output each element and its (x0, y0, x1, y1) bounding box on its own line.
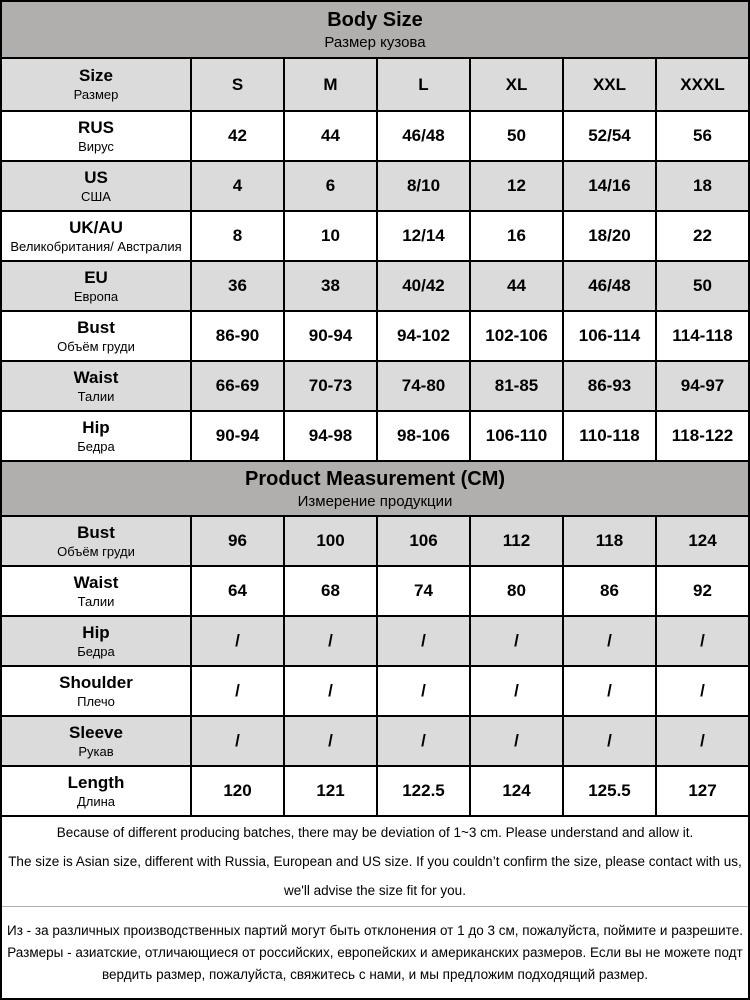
product-measurement-banner (1, 461, 749, 516)
row-sublabel: Талии (77, 388, 115, 404)
row-label: EU (84, 267, 108, 287)
size-header-row (1, 58, 749, 111)
value-cell: 124 (470, 766, 563, 816)
value-cell: / (284, 716, 377, 766)
row-label-cell (1, 211, 191, 261)
row-sublabel: Бедра (77, 643, 115, 659)
value-cell: 42 (191, 111, 284, 161)
row-label: Hip (82, 417, 110, 437)
value-cell: / (563, 716, 656, 766)
table-row-eu (1, 261, 749, 311)
table-row-ukau (1, 211, 749, 261)
value-cell: / (377, 616, 470, 666)
value-cell: 66-69 (191, 361, 284, 411)
value-cell: / (284, 666, 377, 716)
value-cell: 118-122 (656, 411, 749, 461)
row-label: Bust (77, 317, 115, 337)
row-label-cell (1, 566, 191, 616)
notes-section (0, 817, 750, 1000)
table-row-pm-waist (1, 566, 749, 616)
value-cell: 125.5 (563, 766, 656, 816)
value-cell: 14/16 (563, 161, 656, 211)
body-size-banner (1, 1, 749, 58)
value-cell: 74 (377, 566, 470, 616)
row-label-cell (1, 411, 191, 461)
value-cell: / (470, 716, 563, 766)
value-cell: 94-97 (656, 361, 749, 411)
row-label: Waist (73, 572, 119, 592)
value-cell: 40/42 (377, 261, 470, 311)
row-label: US (84, 167, 108, 187)
value-cell: 106-110 (470, 411, 563, 461)
table-row-pm-length (1, 766, 749, 816)
row-label: Sleeve (69, 722, 123, 742)
value-cell: 12 (470, 161, 563, 211)
row-label-cell (1, 111, 191, 161)
row-sublabel: Талии (77, 593, 115, 609)
value-cell: 50 (470, 111, 563, 161)
table-row-pm-bust (1, 516, 749, 566)
value-cell: 90-94 (284, 311, 377, 361)
value-cell: 121 (284, 766, 377, 816)
value-cell: 86-90 (191, 311, 284, 361)
row-label: Length (67, 772, 125, 792)
value-cell: 56 (656, 111, 749, 161)
body-size-subtitle: Размер кузова (324, 33, 426, 51)
value-cell: 38 (284, 261, 377, 311)
column-header-s: S (191, 58, 284, 111)
value-cell: 44 (284, 111, 377, 161)
value-cell: 8/10 (377, 161, 470, 211)
value-cell: 74-80 (377, 361, 470, 411)
product-measurement-banner-cell (1, 461, 749, 516)
value-cell: 100 (284, 516, 377, 566)
value-cell: 4 (191, 161, 284, 211)
note-russian-line1: Из - за различных производственных партий могут быть отклонения от 1 до 3 см, пожалуйста, поймите и разрешите. (7, 922, 743, 938)
note-english-line2: The size is Asian size, different with Russia, European and US size. If you couldn’t confirm the size, please contact with us, we'll advise the size fit for you. (8, 854, 742, 898)
value-cell: 36 (191, 261, 284, 311)
value-cell: 127 (656, 766, 749, 816)
value-cell: 44 (470, 261, 563, 311)
value-cell: 106 (377, 516, 470, 566)
table-row-rus (1, 111, 749, 161)
row-label: Hip (82, 622, 110, 642)
row-sublabel: Объём груди (57, 338, 135, 354)
value-cell: / (563, 616, 656, 666)
row-sublabel: Вирус (78, 138, 114, 154)
row-label: UK/AU (69, 217, 123, 237)
value-cell: 12/14 (377, 211, 470, 261)
value-cell: / (377, 716, 470, 766)
size-header-sublabel: Размер (73, 87, 119, 102)
value-cell: / (656, 616, 749, 666)
value-cell: 90-94 (191, 411, 284, 461)
value-cell: / (563, 666, 656, 716)
value-cell: 8 (191, 211, 284, 261)
table-row-pm-hip (1, 616, 749, 666)
row-label-cell (1, 361, 191, 411)
value-cell: 50 (656, 261, 749, 311)
value-cell: 46/48 (563, 261, 656, 311)
value-cell: 120 (191, 766, 284, 816)
row-sublabel: США (81, 188, 111, 204)
value-cell: 52/54 (563, 111, 656, 161)
value-cell: 10 (284, 211, 377, 261)
value-cell: 122.5 (377, 766, 470, 816)
column-header-xxl: XXL (563, 58, 656, 111)
row-label-cell (1, 766, 191, 816)
row-label: Shoulder (59, 672, 133, 692)
value-cell: 86 (563, 566, 656, 616)
value-cell: 81-85 (470, 361, 563, 411)
table-row-bust (1, 311, 749, 361)
body-size-title: Body Size (327, 8, 423, 31)
value-cell: 16 (470, 211, 563, 261)
row-sublabel: Бедра (77, 438, 115, 454)
value-cell: / (284, 616, 377, 666)
value-cell: 118 (563, 516, 656, 566)
value-cell: 18 (656, 161, 749, 211)
value-cell: 110-118 (563, 411, 656, 461)
row-sublabel: Великобритания/ Австралия (10, 238, 182, 254)
note-english (2, 817, 748, 907)
row-sublabel: Объём груди (57, 543, 135, 559)
table-row-waist (1, 361, 749, 411)
value-cell: 86-93 (563, 361, 656, 411)
value-cell: / (656, 666, 749, 716)
table-row-pm-sleeve (1, 716, 749, 766)
row-sublabel: Длина (76, 793, 116, 809)
value-cell: 102-106 (470, 311, 563, 361)
row-label: Waist (73, 367, 119, 387)
value-cell: / (470, 666, 563, 716)
table-row-us (1, 161, 749, 211)
table-row-pm-shoulder (1, 666, 749, 716)
value-cell: 80 (470, 566, 563, 616)
row-label-cell (1, 516, 191, 566)
row-label-cell (1, 311, 191, 361)
row-label-cell (1, 616, 191, 666)
note-russian (2, 907, 748, 998)
value-cell: / (377, 666, 470, 716)
column-header-xxxl: XXXL (656, 58, 749, 111)
value-cell: 22 (656, 211, 749, 261)
product-measurement-title: Product Measurement (CM) (244, 467, 506, 490)
value-cell: 98-106 (377, 411, 470, 461)
row-label-cell (1, 261, 191, 311)
size-header-label-cell (1, 58, 191, 111)
value-cell: 70-73 (284, 361, 377, 411)
row-label: Bust (77, 522, 115, 542)
row-label-cell (1, 161, 191, 211)
value-cell: / (191, 716, 284, 766)
value-cell: 106-114 (563, 311, 656, 361)
product-measurement-subtitle: Измерение продукции (297, 492, 453, 510)
row-sublabel: Рукав (78, 743, 114, 759)
value-cell: 124 (656, 516, 749, 566)
value-cell: 94-102 (377, 311, 470, 361)
value-cell: 112 (470, 516, 563, 566)
row-label-cell (1, 716, 191, 766)
body-size-banner-cell (1, 1, 749, 58)
value-cell: 18/20 (563, 211, 656, 261)
value-cell: 92 (656, 566, 749, 616)
note-russian-line2: Размеры - азиатские, отличающиеся от российских, европейских и американских размеров. Если вы не можете подтвердить размер, пожалуйста, свяжитесь с нами, и мы предложим подходящий размер. (7, 944, 743, 982)
value-cell: 96 (191, 516, 284, 566)
value-cell: / (191, 616, 284, 666)
value-cell: 94-98 (284, 411, 377, 461)
column-header-xl: XL (470, 58, 563, 111)
table-row-hip (1, 411, 749, 461)
value-cell: 68 (284, 566, 377, 616)
column-header-m: M (284, 58, 377, 111)
value-cell: / (470, 616, 563, 666)
value-cell: 46/48 (377, 111, 470, 161)
value-cell: / (656, 716, 749, 766)
row-sublabel: Плечо (77, 693, 115, 709)
note-english-line1: Because of different producing batches, there may be deviation of 1~3 cm. Please understand and allow it. (56, 825, 694, 840)
value-cell: 6 (284, 161, 377, 211)
value-cell: 64 (191, 566, 284, 616)
row-label-cell (1, 666, 191, 716)
row-sublabel: Европа (73, 288, 119, 304)
value-cell: 114-118 (656, 311, 749, 361)
row-label: RUS (78, 117, 114, 137)
size-header-label: Size (78, 66, 114, 85)
column-header-l: L (377, 58, 470, 111)
value-cell: / (191, 666, 284, 716)
